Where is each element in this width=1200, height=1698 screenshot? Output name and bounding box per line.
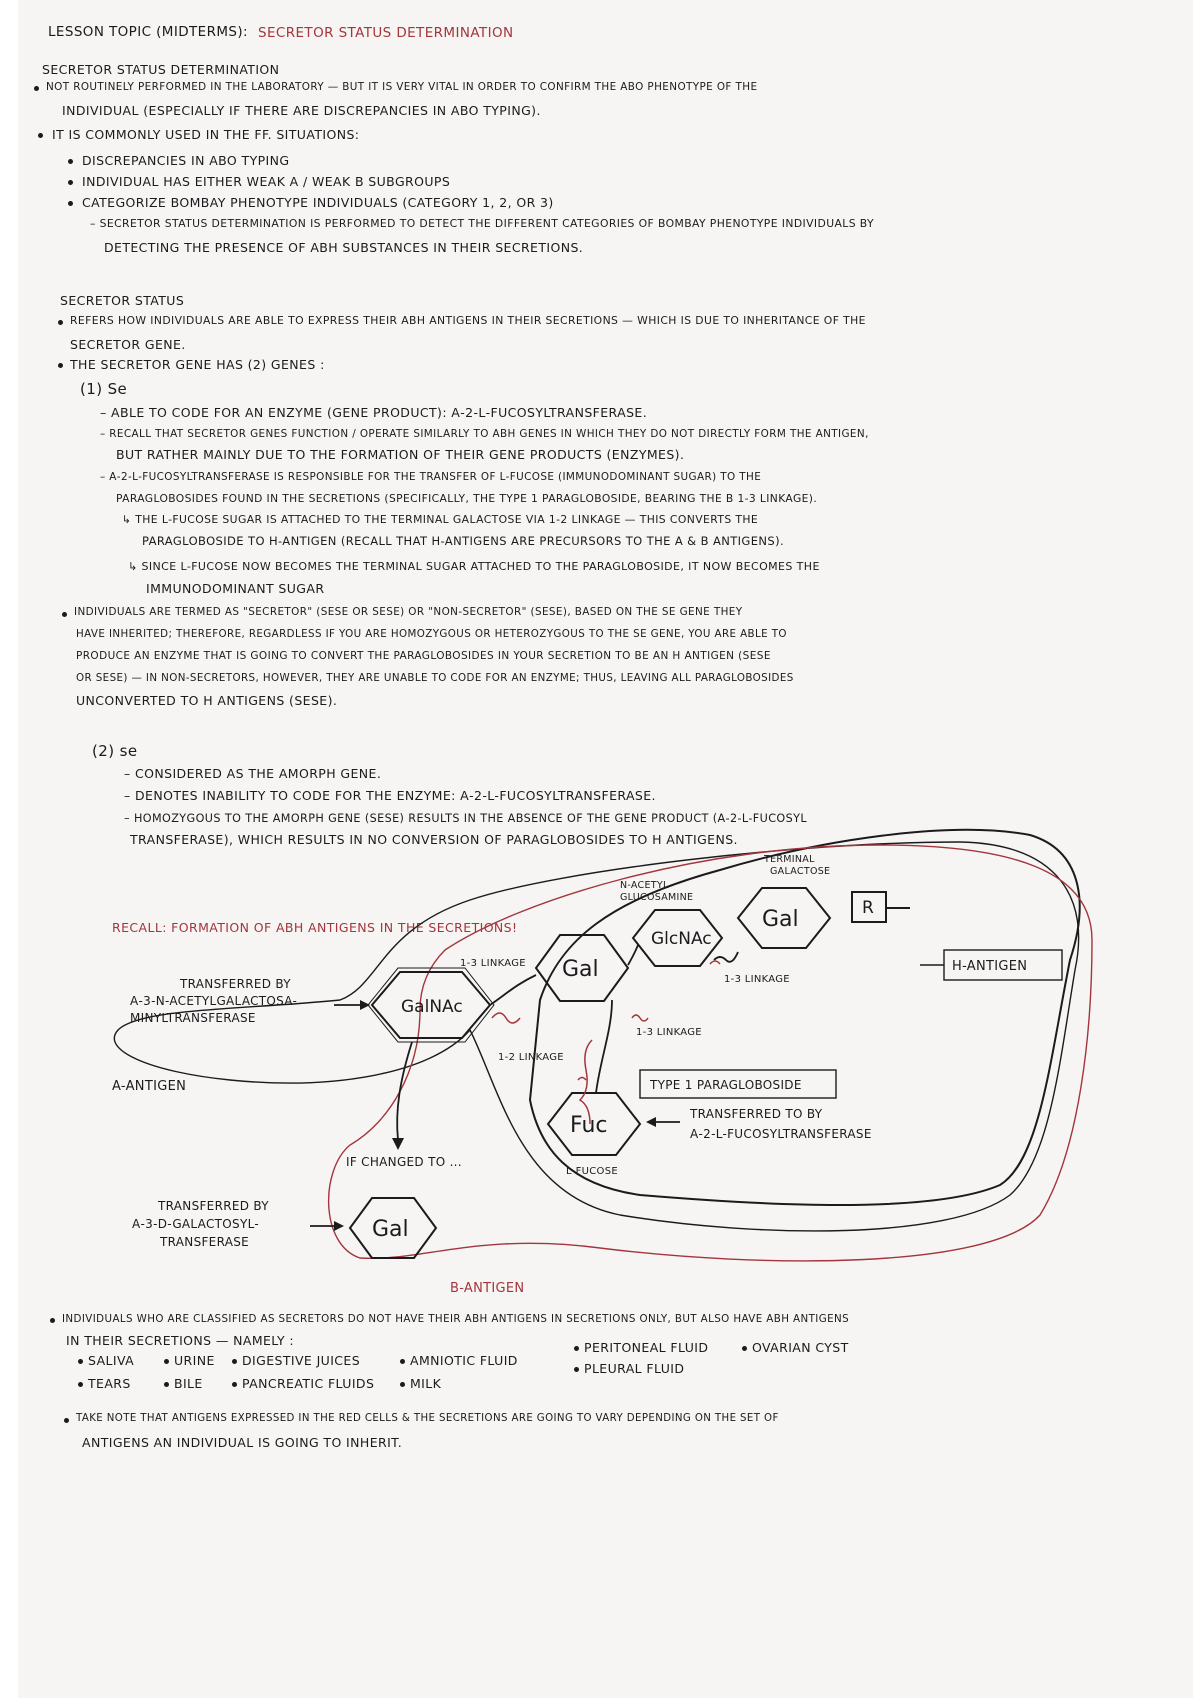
arrow-fuc-head bbox=[646, 1117, 656, 1127]
transferred-b-line-3: TRANSFERASE bbox=[160, 1235, 250, 1249]
text-line: – Α-2-L-FUCOSYLTRANSFERASE IS RESPONSIBLE FOR THE TRANSFER OF L-FUCOSE (IMMUNODOMINANT SUGAR) TO THE bbox=[100, 471, 762, 483]
n-acetyl-label-1: N-ACETYL bbox=[620, 880, 669, 891]
transferred-a-line-1: TRANSFERRED BY bbox=[180, 977, 291, 991]
bullet bbox=[164, 1359, 169, 1364]
lesson-topic-prefix: LESSON TOPIC (MIDTERMS): bbox=[48, 24, 248, 40]
bullet bbox=[232, 1359, 237, 1364]
bond-galnac-to-b bbox=[397, 1042, 412, 1140]
bullet bbox=[78, 1359, 83, 1364]
text-line: ↳ THE L-FUCOSE SUGAR IS ATTACHED TO THE TERMINAL GALACTOSE VIA 1-2 LINKAGE — THIS CONVERTS THE bbox=[122, 513, 759, 526]
brace-12 bbox=[580, 1040, 592, 1124]
glcnac-label: GlcNAc bbox=[651, 929, 712, 949]
bullet bbox=[50, 1318, 55, 1323]
bullet bbox=[400, 1382, 405, 1387]
gene-se-heading: (1) Se bbox=[80, 380, 128, 398]
secretion-digestive-juices: DIGESTIVE JUICES bbox=[242, 1353, 361, 1368]
transferred-fuc-line-2: α-2-L-FUCOSYLTRANSFERASE bbox=[690, 1127, 872, 1141]
text-line: – RECALL THAT SECRETOR GENES FUNCTION / OPERATE SIMILARLY TO ABH GENES IN WHICH THEY DO NOT DIRECTLY FORM THE ANTIGEN, bbox=[100, 428, 869, 440]
bond-gal-fuc bbox=[596, 1000, 612, 1093]
r-label: R bbox=[862, 898, 874, 918]
text-line: TRANSFERASE), WHICH RESULTS IN NO CONVERSION OF PARAGLOBOSIDES TO H ANTIGENS. bbox=[130, 832, 738, 847]
list-item: INDIVIDUAL HAS EITHER WEAK A / WEAK B SUBGROUPS bbox=[82, 174, 451, 189]
text-line: – ABLE TO CODE FOR AN ENZYME (GENE PRODUCT): Α-2-L-FUCOSYLTRANSFERASE. bbox=[100, 405, 648, 420]
bullet bbox=[742, 1346, 747, 1351]
gene-se-amorph-heading: (2) se bbox=[92, 742, 138, 760]
h-antigen-outline bbox=[530, 830, 1080, 1205]
gal-center-label: Gal bbox=[562, 957, 599, 982]
text-line: INDIVIDUAL (ESPECIALLY IF THERE ARE DISCREPANCIES IN ABO TYPING). bbox=[62, 103, 541, 118]
text-line: – SECRETOR STATUS DETERMINATION IS PERFORMED TO DETECT THE DIFFERENT CATEGORIES OF BOMBAY PHENOTYPE INDIVIDUALS BY bbox=[90, 217, 875, 230]
type1-label: TYPE 1 PARAGLOBOSIDE bbox=[650, 1078, 802, 1092]
text-line: SECRETOR GENE. bbox=[70, 337, 186, 352]
diagram-caption: RECALL: FORMATION OF ABH ANTIGENS IN THE SECRETIONS! bbox=[112, 920, 518, 935]
b-antigen-outline bbox=[329, 845, 1092, 1261]
h-antigen-label: H-ANTIGEN bbox=[952, 959, 1028, 974]
arrow-b-head bbox=[334, 1221, 344, 1231]
linkage-13-mid: 1-3 LINKAGE bbox=[636, 1027, 702, 1038]
list-item: CATEGORIZE BOMBAY PHENOTYPE INDIVIDUALS (CATEGORY 1, 2, OR 3) bbox=[82, 195, 554, 210]
n-acetyl-label-2: GLUCOSAMINE bbox=[620, 892, 694, 903]
list-item: DISCREPANCIES IN ABO TYPING bbox=[82, 153, 290, 168]
bullet bbox=[574, 1367, 579, 1372]
secretion-ovarian-cyst: OVARIAN CYST bbox=[752, 1340, 849, 1355]
squiggle-13-right bbox=[710, 961, 720, 964]
transferred-a-line-2: α-3-N-ACETYLGALACTOSA- bbox=[130, 994, 298, 1008]
squiggle-12-mark bbox=[578, 1078, 586, 1081]
text-line: – DENOTES INABILITY TO CODE FOR THE ENZYME: Α-2-L-FUCOSYLTRANSFERASE. bbox=[124, 788, 656, 803]
text-line: IN THEIR SECRETIONS — NAMELY : bbox=[66, 1333, 295, 1348]
text-line: IMMUNODOMINANT SUGAR bbox=[146, 581, 325, 596]
if-changed-label: IF CHANGED TO ... bbox=[346, 1155, 462, 1169]
gal-b-label: Gal bbox=[372, 1217, 409, 1242]
transferred-b-line-2: α-3-D-GALACTOSYL- bbox=[132, 1217, 259, 1231]
text-line: PARAGLOBOSIDES FOUND IN THE SECRETIONS (SPECIFICALLY, THE TYPE 1 PARAGLOBOSIDE, BEARING THE Β 1-3 LINKAGE). bbox=[116, 492, 818, 505]
text-line: BUT RATHER MAINLY DUE TO THE FORMATION OF THEIR GENE PRODUCTS (ENZYMES). bbox=[116, 447, 685, 462]
text-line: INDIVIDUALS ARE TERMED AS "SECRETOR" (SESE OR SESE) OR "NON-SECRETOR" (SESE), BASED ON THE SE GENE THEY bbox=[74, 606, 743, 618]
secretion-pleural-fluid: PLEURAL FLUID bbox=[584, 1361, 685, 1376]
bullet bbox=[574, 1346, 579, 1351]
text-line: INDIVIDUALS WHO ARE CLASSIFIED AS SECRETORS DO NOT HAVE THEIR ABH ANTIGENS IN SECRETIONS ONLY, BUT ALSO HAVE ABH ANTIGENS bbox=[62, 1313, 850, 1325]
secretion-bile: BILE bbox=[174, 1376, 203, 1391]
arrow-a-head bbox=[360, 1000, 370, 1010]
lesson-topic-title: SECRETOR STATUS DETERMINATION bbox=[258, 25, 514, 41]
text-line: UNCONVERTED TO H ANTIGENS (SESE). bbox=[76, 693, 338, 708]
bullet bbox=[400, 1359, 405, 1364]
secretion-saliva: SALIVA bbox=[88, 1353, 135, 1368]
fuc-label: Fuc bbox=[570, 1113, 608, 1138]
transferred-b-line-1: TRANSFERRED BY bbox=[158, 1199, 269, 1213]
text-line: DETECTING THE PRESENCE OF ABH SUBSTANCES IN THEIR SECRETIONS. bbox=[104, 240, 584, 255]
text-line: PARAGLOBOSIDE TO H-ANTIGEN (RECALL THAT H-ANTIGENS ARE PRECURSORS TO THE A & B ANTIGENS). bbox=[142, 534, 785, 548]
gal-terminal-label: Gal bbox=[762, 907, 799, 932]
squiggle-13-mid bbox=[632, 1015, 648, 1021]
linkage-12: 1-2 LINKAGE bbox=[498, 1052, 564, 1063]
squiggle-13-top bbox=[492, 1013, 520, 1023]
secretion-peritoneal-fluid: PERITONEAL FLUID bbox=[584, 1340, 709, 1355]
text-line: HAVE INHERITED; THEREFORE, REGARDLESS IF YOU ARE HOMOZYGOUS OR HETEROZYGOUS TO THE SE GENE, YOU ARE ABLE TO bbox=[76, 628, 787, 640]
text-line: TAKE NOTE THAT ANTIGENS EXPRESSED IN THE RED CELLS & THE SECRETIONS ARE GOING TO VARY DEPENDING ON THE SET OF bbox=[76, 1413, 779, 1424]
galnac-label: GalNAc bbox=[401, 997, 463, 1017]
bullet bbox=[78, 1382, 83, 1387]
section-title-secretor-determination: SECRETOR STATUS DETERMINATION bbox=[42, 62, 280, 77]
bullet bbox=[164, 1382, 169, 1387]
text-line: THE SECRETOR GENE HAS (2) GENES : bbox=[70, 357, 325, 372]
a-antigen-label: A-ANTIGEN bbox=[112, 1079, 187, 1094]
bond-galnac-gal bbox=[490, 975, 536, 1005]
terminal-galactose-label-1: TERMINAL bbox=[764, 854, 815, 865]
text-line: REFERS HOW INDIVIDUALS ARE ABLE TO EXPRESS THEIR ABH ANTIGENS IN THEIR SECRETIONS — WHICH IS DUE TO INHERITANCE OF THE bbox=[70, 314, 866, 327]
transferred-fuc-line-1: TRANSFERRED TO BY bbox=[690, 1107, 823, 1121]
bullet bbox=[232, 1382, 237, 1387]
linkage-13-top: 1-3 LINKAGE bbox=[460, 958, 526, 969]
b-antigen-label: B-ANTIGEN bbox=[450, 1281, 525, 1296]
l-fucose-label: L-FUCOSE bbox=[566, 1166, 618, 1177]
text-line: – HOMOZYGOUS TO THE AMORPH GENE (SESE) RESULTS IN THE ABSENCE OF THE GENE PRODUCT (Α-2-L-FUCOSYL bbox=[124, 812, 808, 825]
secretion-urine: URINE bbox=[174, 1353, 215, 1368]
bullet bbox=[64, 1418, 69, 1423]
text-line: NOT ROUTINELY PERFORMED IN THE LABORATORY — BUT IT IS VERY VITAL IN ORDER TO CONFIRM THE ABO PHENOTYPE OF THE bbox=[46, 81, 758, 93]
transferred-a-line-3: MINYLTRANSFERASE bbox=[130, 1011, 256, 1025]
secretion-milk: MILK bbox=[410, 1376, 442, 1391]
text-line: ↳ SINCE L-FUCOSE NOW BECOMES THE TERMINAL SUGAR ATTACHED TO THE PARAGLOBOSIDE, IT NOW BECOMES THE bbox=[128, 560, 820, 573]
section-title-secretor-status: SECRETOR STATUS bbox=[60, 293, 185, 308]
text-line: OR SESE) — IN NON-SECRETORS, HOWEVER, THEY ARE UNABLE TO CODE FOR AN ENZYME; THUS, LEAVING ALL PARAGLOBOSIDES bbox=[76, 672, 794, 684]
text-line: PRODUCE AN ENZYME THAT IS GOING TO CONVERT THE PARAGLOBOSIDES IN YOUR SECRETION TO BE AN H ANTIGEN (SESE bbox=[76, 650, 771, 662]
text-line: – CONSIDERED AS THE AMORPH GENE. bbox=[124, 766, 382, 781]
arrowhead-down bbox=[392, 1138, 404, 1150]
linkage-13-right: 1-3 LINKAGE bbox=[724, 974, 790, 985]
secretion-pancreatic-fluids: PANCREATIC FLUIDS bbox=[242, 1376, 375, 1391]
text-line: IT IS COMMONLY USED IN THE FF. SITUATIONS: bbox=[52, 127, 360, 142]
bond-glcnac-gal bbox=[714, 952, 738, 962]
terminal-galactose-label-2: GALACTOSE bbox=[770, 866, 831, 877]
text-line: ANTIGENS AN INDIVIDUAL IS GOING TO INHERIT. bbox=[82, 1435, 403, 1450]
bond-gal-glcnac bbox=[628, 945, 638, 965]
secretion-amniotic-fluid: AMNIOTIC FLUID bbox=[410, 1353, 518, 1368]
secretion-tears: TEARS bbox=[88, 1376, 131, 1391]
